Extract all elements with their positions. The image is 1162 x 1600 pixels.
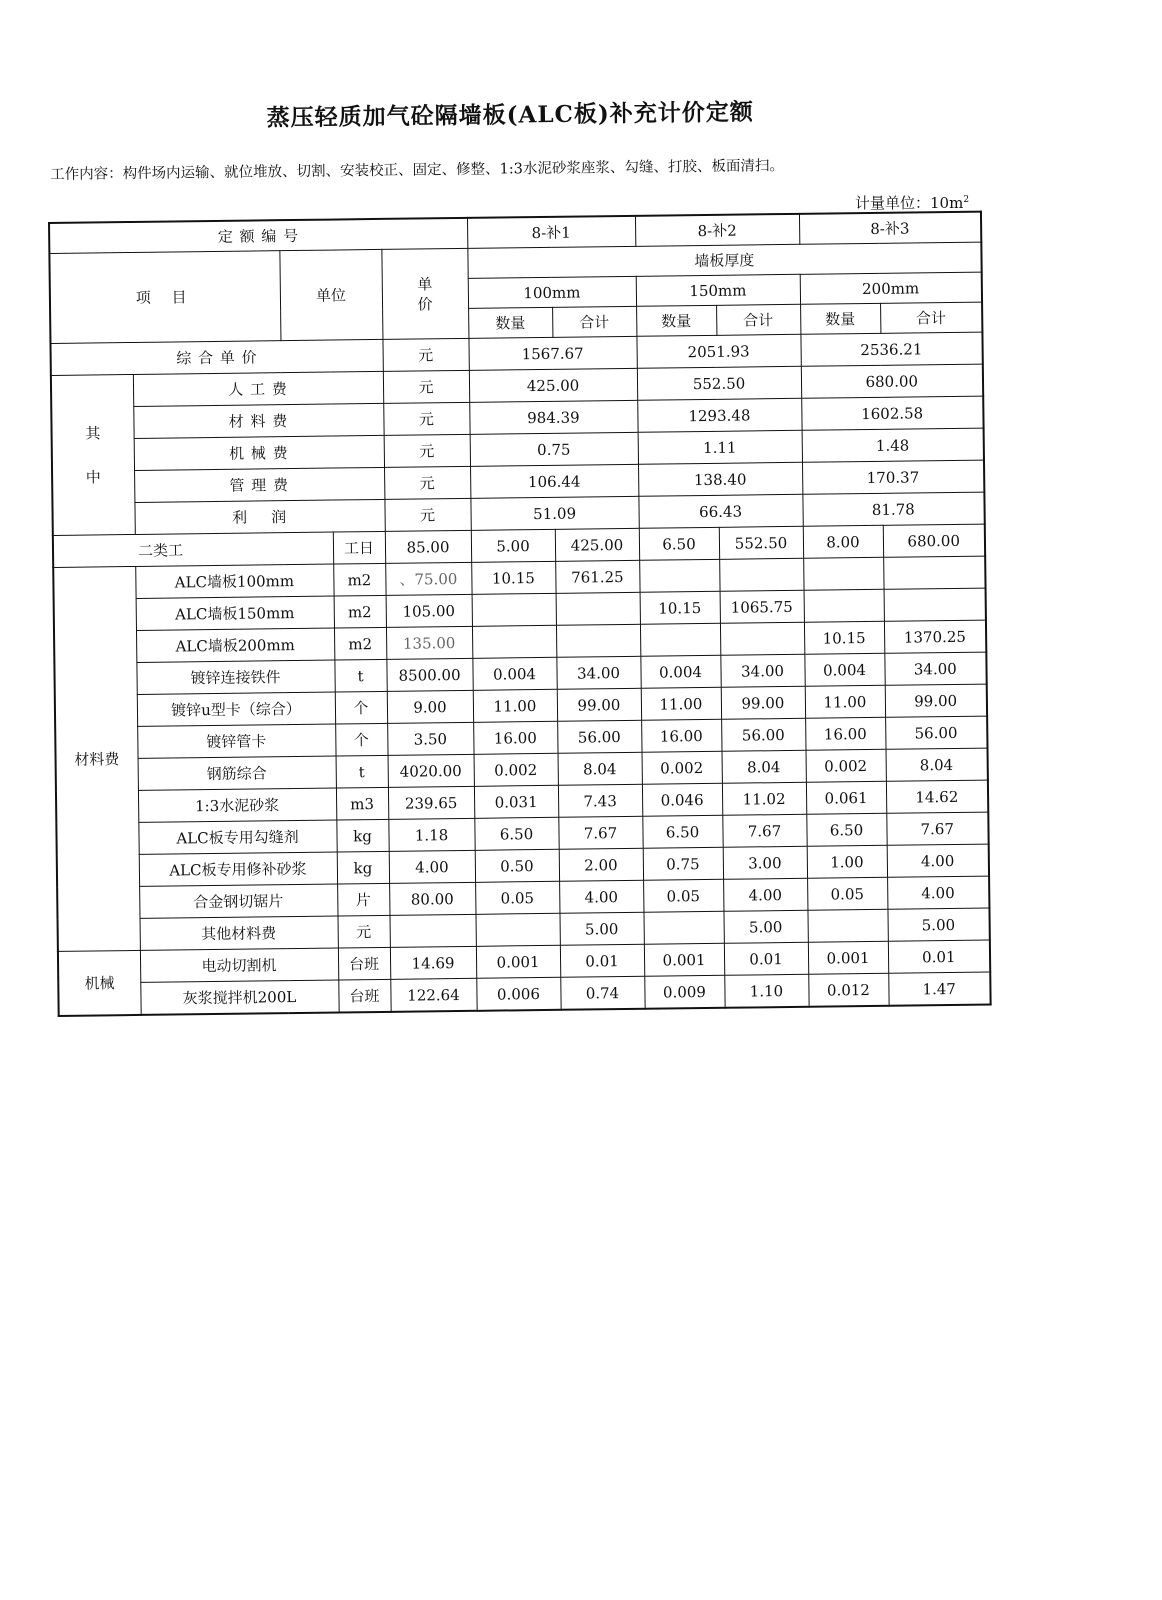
among-group-char: 中: [85, 467, 101, 487]
material-cell: 16.00: [473, 721, 557, 754]
material-cell: [639, 559, 719, 592]
material-price: [389, 914, 475, 947]
material-cell: 11.02: [722, 782, 806, 815]
cost-value: 1293.48: [637, 398, 801, 432]
material-cell: 0.031: [474, 785, 558, 818]
thickness-value: 150mm: [636, 274, 800, 306]
labor-cell: 5.00: [471, 529, 555, 562]
cost-name: 人 工 费: [133, 371, 383, 406]
cost-value: 1602.58: [801, 396, 983, 430]
material-cell: [884, 588, 986, 621]
cost-value: 552.50: [637, 366, 801, 400]
material-name: ALC板专用修补砂浆: [139, 852, 337, 886]
qty-header: 数量: [636, 305, 716, 336]
material-cell: [472, 625, 556, 658]
cost-unit: 元: [384, 434, 470, 467]
material-cell: 7.67: [558, 816, 642, 849]
cost-name: 材 料 费: [133, 403, 383, 438]
material-cell: 5.00: [887, 908, 989, 941]
material-cell: 6.50: [806, 813, 886, 846]
cost-unit: 元: [383, 402, 469, 435]
material-cell: 0.05: [807, 877, 887, 910]
cost-value: 1.48: [802, 428, 984, 462]
material-price: 4.00: [389, 850, 475, 883]
material-cell: 0.75: [643, 847, 723, 880]
quota-number: 8-补3: [799, 212, 981, 245]
cost-value: 0.75: [470, 432, 638, 466]
material-cell: 1370.25: [884, 620, 986, 653]
price-header: 单价: [381, 248, 468, 339]
material-name: 镀锌连接铁件: [136, 660, 334, 694]
material-cell: 8.04: [886, 748, 988, 781]
measurement-unit-text: 计量单位：10m: [855, 194, 964, 212]
material-price: 8500.00: [386, 658, 472, 691]
measurement-unit: [855, 192, 969, 213]
cost-unit: 元: [384, 466, 470, 499]
cost-name: 利 润: [134, 499, 384, 534]
machinery-unit: 台班: [338, 947, 390, 980]
summary-value: 2536.21: [800, 332, 982, 366]
material-cell: 0.004: [804, 653, 884, 686]
cost-unit: 元: [384, 498, 470, 531]
material-name: ALC板专用勾缝剂: [138, 820, 336, 854]
summary-unit: 元: [382, 338, 468, 371]
machinery-cell: 0.001: [476, 945, 560, 978]
material-cell: 8.04: [722, 750, 806, 783]
material-cell: 0.002: [642, 751, 722, 784]
material-name: ALC墙板200mm: [136, 628, 334, 662]
thickness-header: 墙板厚度: [467, 242, 981, 278]
material-cell: 0.50: [475, 849, 559, 882]
material-name: 钢筋综合: [138, 756, 336, 790]
material-group-label: 材料费: [53, 566, 140, 951]
cost-value: 680.00: [801, 364, 983, 398]
material-cell: 1.00: [807, 845, 887, 878]
material-cell: [719, 558, 803, 591]
material-cell: 5.00: [723, 910, 807, 943]
material-cell: 34.00: [884, 652, 986, 685]
material-price: 135.00: [386, 626, 472, 659]
machinery-unit: 台班: [338, 979, 390, 1012]
qty-header: 数量: [468, 307, 552, 338]
cost-value: 106.44: [470, 464, 638, 498]
material-cell: 5.00: [559, 912, 643, 945]
material-unit: t: [336, 755, 388, 788]
cost-value: 66.43: [638, 494, 802, 528]
material-cell: 56.00: [557, 720, 641, 753]
material-cell: 10.15: [471, 561, 555, 594]
material-price: 105.00: [386, 594, 472, 627]
material-cell: 16.00: [641, 719, 721, 752]
cost-unit: 元: [383, 370, 469, 403]
material-price: 、75.00: [385, 562, 471, 595]
machinery-cell: 0.001: [644, 943, 724, 976]
labor-cell: 552.50: [719, 526, 803, 559]
material-cell: [803, 557, 883, 590]
total-header: 合计: [716, 304, 800, 335]
quota-number-label: 定 额 编 号: [49, 218, 467, 254]
material-unit: t: [334, 659, 386, 692]
material-unit: kg: [337, 851, 389, 884]
labor-cell: 6.50: [639, 527, 719, 560]
material-cell: 7.43: [558, 784, 642, 817]
material-unit: m2: [334, 627, 386, 660]
cost-name: 机 械 费: [134, 435, 384, 470]
material-name: 镀锌u型卡（综合）: [137, 692, 335, 726]
material-name: 合金钢切锯片: [139, 884, 337, 918]
material-cell: 3.00: [723, 846, 807, 879]
machinery-group-label: 机械: [58, 950, 141, 1015]
material-name: 1:3水泥砂浆: [138, 788, 336, 822]
labor-name: 二类工: [53, 532, 333, 567]
material-price: 239.65: [388, 786, 474, 819]
material-cell: 14.62: [886, 780, 988, 813]
material-cell: [804, 589, 884, 622]
material-cell: 7.67: [722, 814, 806, 847]
qty-header: 数量: [800, 303, 880, 334]
among-group-label: [51, 374, 135, 535]
quota-table: [48, 211, 992, 1017]
material-price: 9.00: [387, 690, 473, 723]
material-cell: 99.00: [557, 688, 641, 721]
material-unit: m2: [333, 563, 385, 596]
cost-name: 管 理 费: [134, 467, 384, 502]
material-cell: 99.00: [885, 684, 987, 717]
material-cell: 0.05: [475, 881, 559, 914]
labor-cell: 8.00: [803, 525, 883, 558]
machinery-cell: 0.74: [560, 976, 644, 1010]
material-unit: 片: [337, 883, 389, 916]
labor-unit: 工日: [333, 531, 385, 564]
material-cell: 56.00: [721, 718, 805, 751]
material-cell: 11.00: [473, 689, 557, 722]
machinery-cell: 0.01: [560, 944, 644, 977]
machinery-cell: 0.012: [808, 973, 888, 1006]
material-cell: 4.00: [723, 878, 807, 911]
cost-value: 984.39: [469, 400, 637, 434]
material-cell: 6.50: [642, 815, 722, 848]
material-name: ALC墙板150mm: [136, 596, 334, 630]
material-cell: 10.15: [640, 591, 720, 624]
labor-cell: 680.00: [883, 524, 985, 557]
material-cell: 11.00: [805, 685, 885, 718]
machinery-cell: 0.001: [808, 941, 888, 974]
material-cell: 0.05: [643, 879, 723, 912]
cost-value: 170.37: [802, 460, 984, 494]
measurement-unit-exponent: 2: [963, 195, 970, 205]
summary-value: 2051.93: [636, 334, 800, 368]
summary-value: 1567.67: [468, 336, 636, 370]
material-name: 镀锌管卡: [137, 724, 335, 758]
material-cell: 11.00: [641, 687, 721, 720]
material-cell: [883, 556, 985, 589]
material-cell: 0.046: [642, 783, 722, 816]
cost-value: 1.11: [638, 430, 802, 464]
material-unit: m2: [334, 595, 386, 628]
labor-cell: 425.00: [555, 528, 639, 561]
quota-number: 8-补2: [635, 214, 799, 247]
quota-number: 8-补1: [467, 216, 635, 249]
machinery-price: 122.64: [390, 978, 476, 1012]
material-cell: 10.15: [804, 621, 884, 654]
material-unit: kg: [336, 819, 388, 852]
material-cell: 6.50: [474, 817, 558, 850]
material-cell: [640, 623, 720, 656]
machinery-cell: 1.47: [888, 972, 990, 1006]
material-cell: 34.00: [720, 654, 804, 687]
material-cell: 1065.75: [720, 590, 804, 623]
cost-value: 425.00: [469, 368, 637, 402]
material-cell: [475, 913, 559, 946]
material-cell: 8.04: [558, 752, 642, 785]
labor-price: 85.00: [385, 530, 471, 563]
machinery-cell: 0.009: [644, 975, 724, 1008]
material-cell: 4.00: [887, 876, 989, 909]
material-name: ALC墙板100mm: [135, 564, 333, 598]
material-cell: 7.67: [886, 812, 988, 845]
thickness-value: 200mm: [800, 272, 982, 304]
unit-header: 单位: [279, 249, 382, 340]
material-name: 其他材料费: [140, 916, 338, 950]
material-unit: 个: [335, 723, 387, 756]
material-cell: 0.004: [640, 655, 720, 688]
quota-table-wrapper: [48, 211, 990, 1017]
material-cell: 761.25: [555, 560, 639, 593]
cost-value: 51.09: [470, 496, 638, 530]
material-cell: 0.004: [472, 657, 556, 690]
material-unit: m3: [336, 787, 388, 820]
material-cell: [720, 622, 804, 655]
material-cell: 0.002: [474, 753, 558, 786]
page-title: 蒸压轻质加气砼隔墙板(ALC板)补充计价定额: [266, 98, 754, 132]
material-cell: 4.00: [887, 844, 989, 877]
material-price: 3.50: [387, 722, 473, 755]
summary-label: 综 合 单 价: [50, 339, 382, 375]
machinery-cell: 0.01: [888, 940, 990, 973]
material-cell: [807, 909, 887, 942]
machinery-price: 14.69: [390, 946, 476, 979]
work-content: 工作内容：构件场内运输、就位堆放、切割、安装校正、固定、修整、1:3水泥砂浆座浆、勾缝、打胶、板面清扫。: [50, 158, 785, 183]
machinery-cell: 0.006: [476, 977, 560, 1011]
machinery-name: 电动切割机: [140, 948, 338, 982]
material-cell: 0.002: [806, 749, 886, 782]
material-price: 1.18: [388, 818, 474, 851]
material-cell: [556, 624, 640, 657]
cost-value: 81.78: [802, 492, 984, 526]
material-cell: 99.00: [721, 686, 805, 719]
material-price: 4020.00: [388, 754, 474, 787]
machinery-name: 灰浆搅拌机200L: [140, 980, 338, 1015]
item-header: 项 目: [49, 251, 280, 344]
among-group-char: 其: [85, 423, 101, 443]
material-unit: 元: [338, 915, 390, 948]
machinery-cell: 0.01: [724, 942, 808, 975]
cost-value: 138.40: [638, 462, 802, 496]
machinery-cell: 1.10: [724, 974, 808, 1008]
material-cell: [643, 911, 723, 944]
material-cell: [556, 592, 640, 625]
material-cell: 34.00: [556, 656, 640, 689]
total-header: 合计: [880, 302, 982, 333]
material-cell: 56.00: [885, 716, 987, 749]
material-cell: 16.00: [805, 717, 885, 750]
material-cell: [472, 593, 556, 626]
total-header: 合计: [552, 306, 636, 337]
material-price: 80.00: [389, 882, 475, 915]
material-unit: 个: [335, 691, 387, 724]
material-cell: 2.00: [559, 848, 643, 881]
material-cell: 4.00: [559, 880, 643, 913]
thickness-value: 100mm: [468, 276, 636, 308]
material-cell: 0.061: [806, 781, 886, 814]
